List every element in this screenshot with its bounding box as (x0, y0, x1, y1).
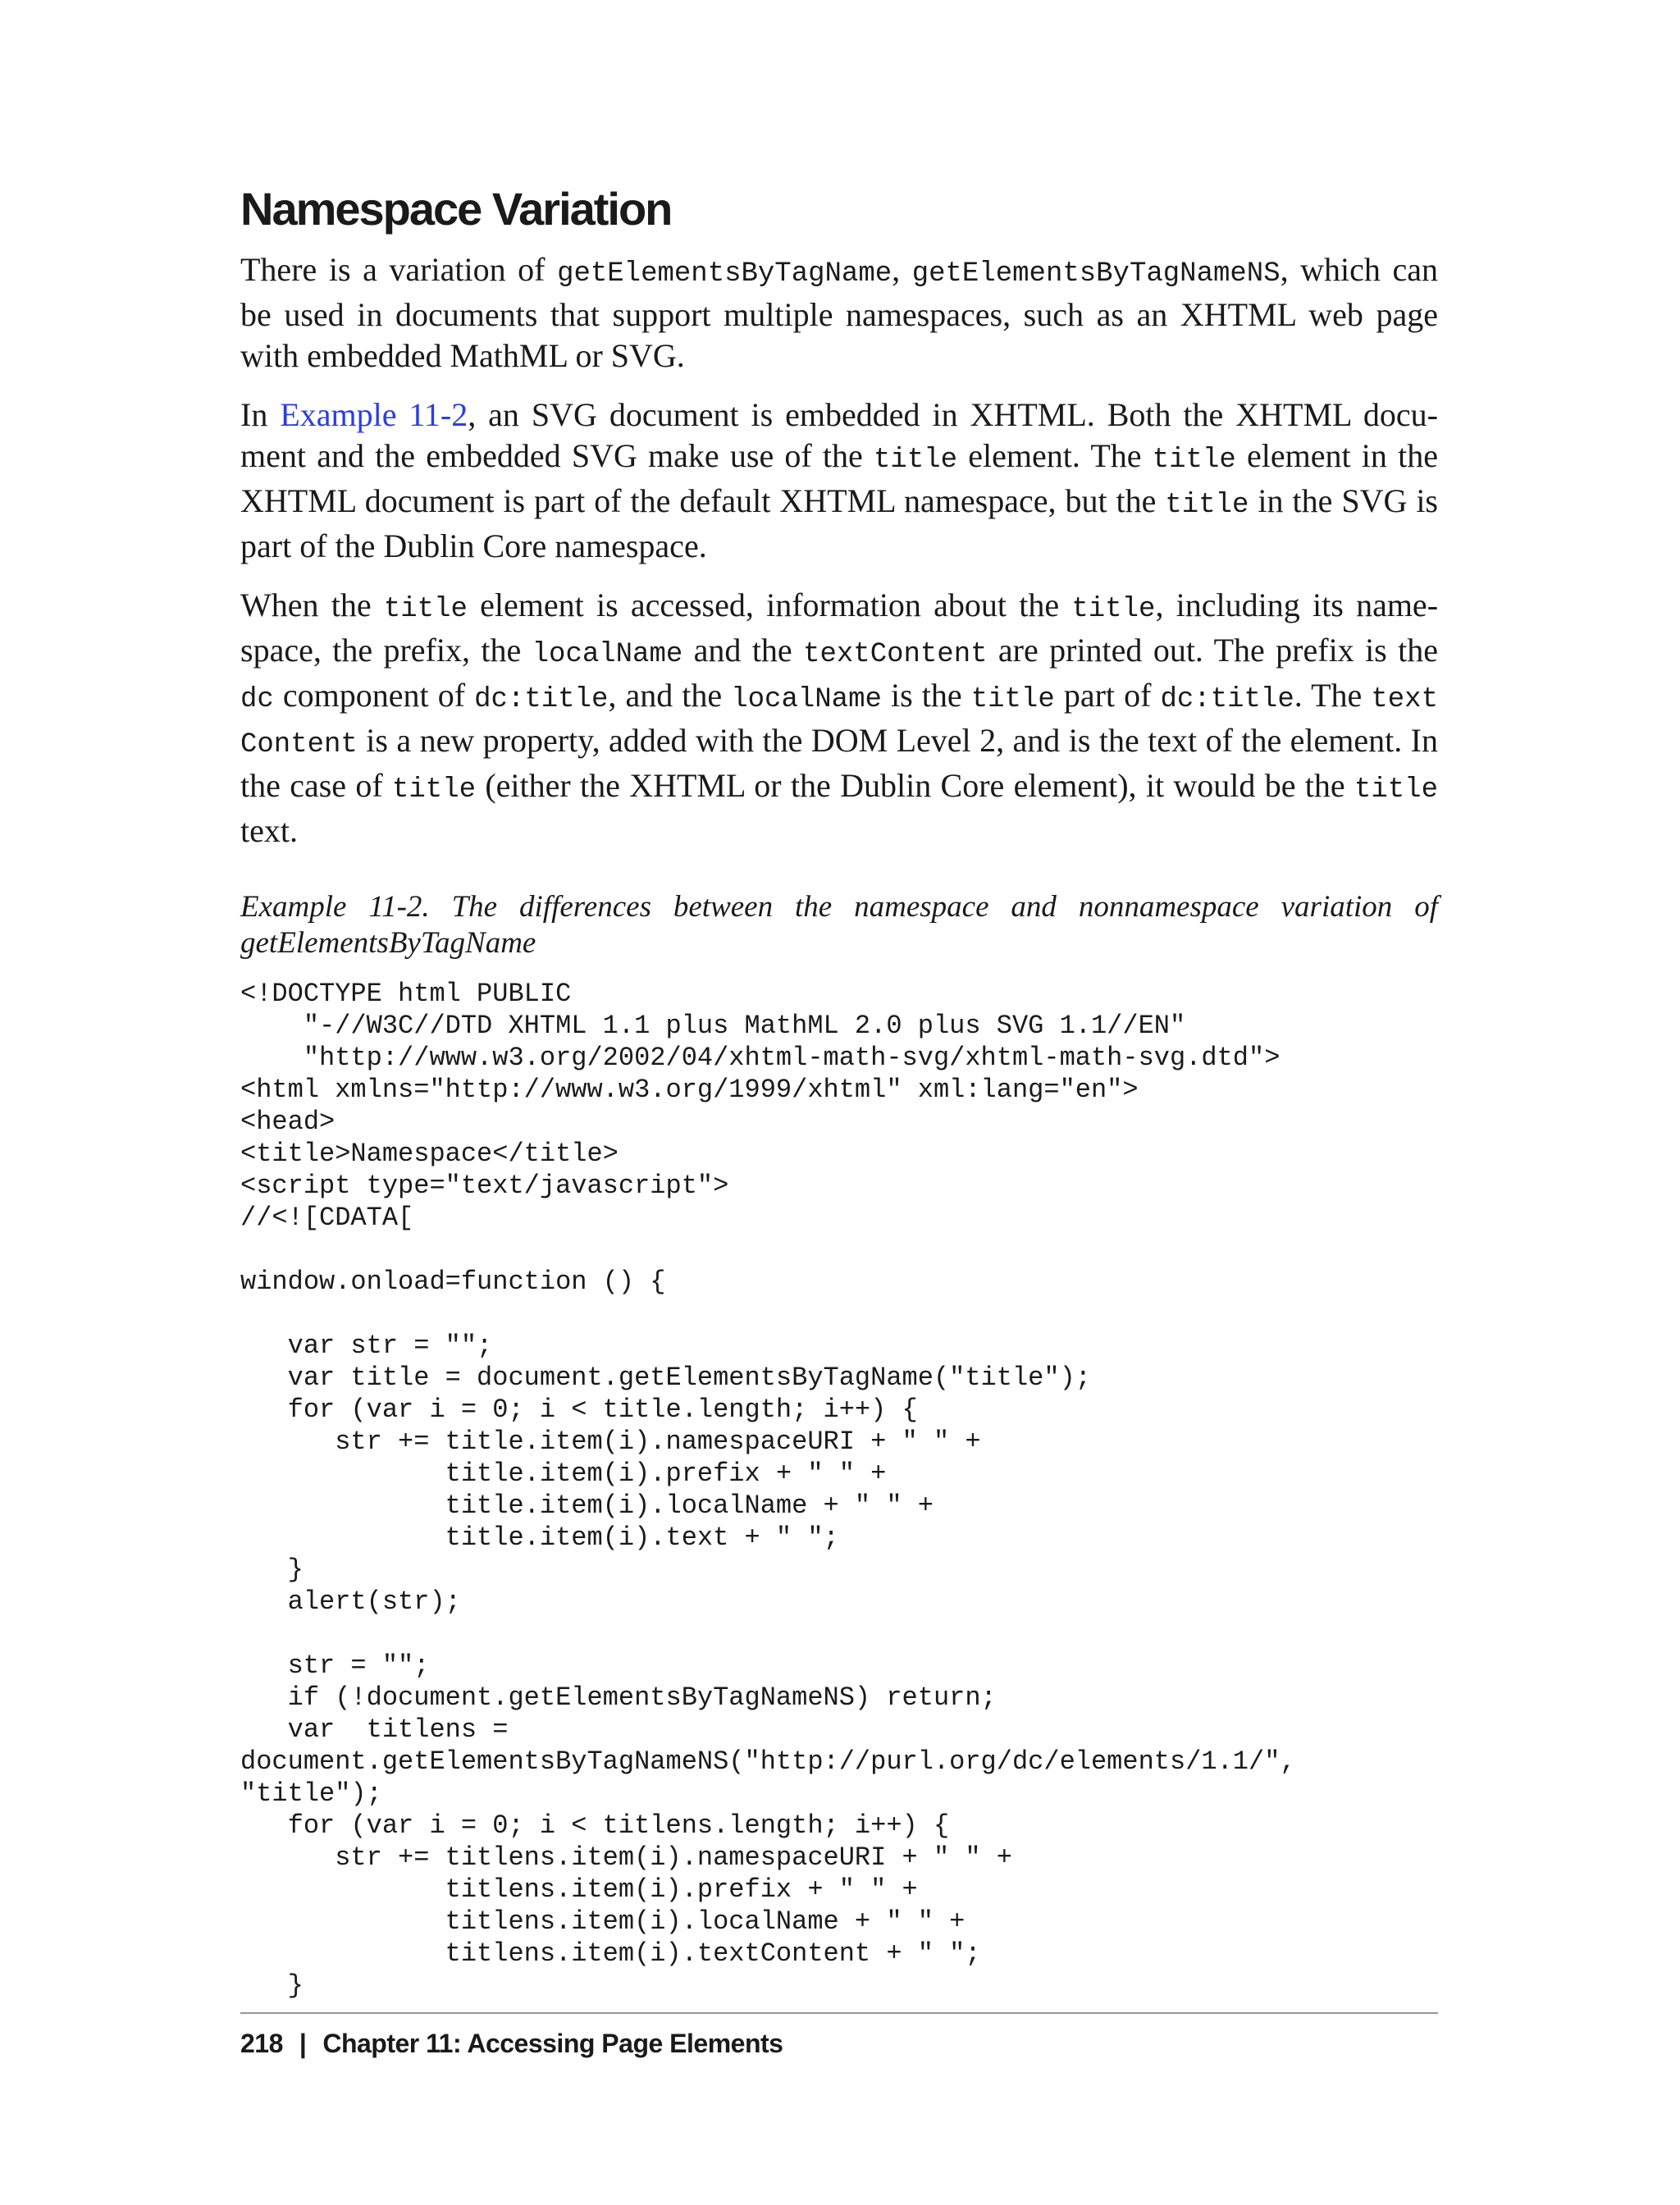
text-run: element in the XHTML document is part of the default XHTML namespace, but the (240, 437, 1438, 519)
text-run: , which can be used in documents that support multiple namespaces, such as an XHTML web page with embedded MathML or SVG. (240, 251, 1439, 374)
inline-code: title (874, 445, 958, 476)
paragraph-intro (240, 249, 1438, 377)
text-run: is a new property, added with the DOM Level 2, and is the text of the element. In the case of (240, 722, 1438, 804)
inline-code: textContent (803, 639, 988, 670)
example-caption: Example 11-2. The differences between the namespace and nonnamespace variation of getElementsByTagName (240, 890, 1438, 960)
inline-code: dc:title (1160, 684, 1294, 715)
text-run: are printed out. The prefix is the (987, 632, 1439, 669)
inline-code: title (970, 684, 1055, 715)
text-run: , (892, 251, 912, 288)
text-run: component of (273, 677, 475, 714)
footer-separator: | (299, 2029, 307, 2058)
page-number: 218 (240, 2029, 283, 2058)
inline-code: title (391, 774, 477, 806)
inline-code: title (1165, 490, 1249, 521)
text-run: , an SVG document is embedded in XHTML. Both the XHTML docu-ment and the embedded SVG make use of the (240, 396, 1438, 474)
text-run: (either the XHTML or the Dublin Core element), it would be the (476, 767, 1354, 804)
text-run: When the (240, 587, 384, 623)
paragraph-title-explanation (240, 585, 1438, 851)
text-run: , including its name-space, the prefix, the (240, 587, 1439, 669)
inline-code: localName (731, 684, 882, 715)
inline-code: getElementsByTagName (557, 258, 892, 290)
text-run: and the (682, 632, 804, 669)
code-listing: <!DOCTYPE html PUBLIC "-//W3C//DTD XHTML 1.1 plus MathML 2.0 plus SVG 1.1//EN" "http://www.w3.org/2002/04/xhtml-math-svg/xhtml-math-svg.dtd"> <html xmlns="http://www.w3.org/1999/xhtml" xml:lang="en"> <head> <title>Namespace</title> <script type="text/javascript"> //<![CDATA[ window.onload=function () { var str = ""; var title = document.getElementsByTagName("title"); for (var i = 0; i < title.length; i++) { str += title.item(i).namespaceURI + " " + title.item(i).prefix + " " + title.item(i).localName + " " + title.item(i).text + " "; } alert(str); str = ""; if (!document.getElementsByTagNameNS) return; var titlens = document.getElementsByTagNameNS("http://purl.org/dc/elements/1.1/", "title"); for (var i = 0; i < titlens.length; i++) { str += titlens.item(i).namespaceURI + " " + titlens.item(i).prefix + " " + titlens.item(i).localName + " " + titlens.item(i).textContent + " "; } (240, 979, 1296, 2001)
inline-code: text Content (240, 684, 1438, 760)
text-run: text. (240, 812, 298, 849)
section-heading: Namespace Variation (240, 183, 672, 235)
inline-code: getElementsByTagNameNS (911, 258, 1281, 290)
text-run: element is accessed, information about the (467, 587, 1072, 623)
inline-code: localName (532, 639, 683, 670)
inline-code: title (1152, 445, 1236, 476)
example-link[interactable]: Example 11-2 (280, 396, 468, 433)
paragraph-example-reference (240, 395, 1438, 567)
text-run: in the SVG is part of the Dublin Core namespace. (240, 482, 1439, 564)
page-content (240, 164, 1438, 2002)
inline-code: title (1071, 594, 1156, 625)
chapter-title: Chapter 11: Accessing Page Elements (322, 2029, 783, 2058)
inline-code: title (383, 594, 468, 625)
inline-code: title (1354, 774, 1438, 806)
text-run: In (240, 396, 281, 433)
text-run: part of (1054, 677, 1161, 714)
inline-code: dc:title (474, 684, 609, 715)
page-footer (240, 2012, 1438, 2059)
inline-code: dc (240, 684, 274, 715)
text-run: , and the (608, 677, 732, 714)
text-run: There is a variation of (240, 251, 558, 288)
text-run: is the (881, 677, 971, 714)
text-run: . The (1294, 677, 1372, 714)
text-run: element. The (957, 437, 1153, 474)
